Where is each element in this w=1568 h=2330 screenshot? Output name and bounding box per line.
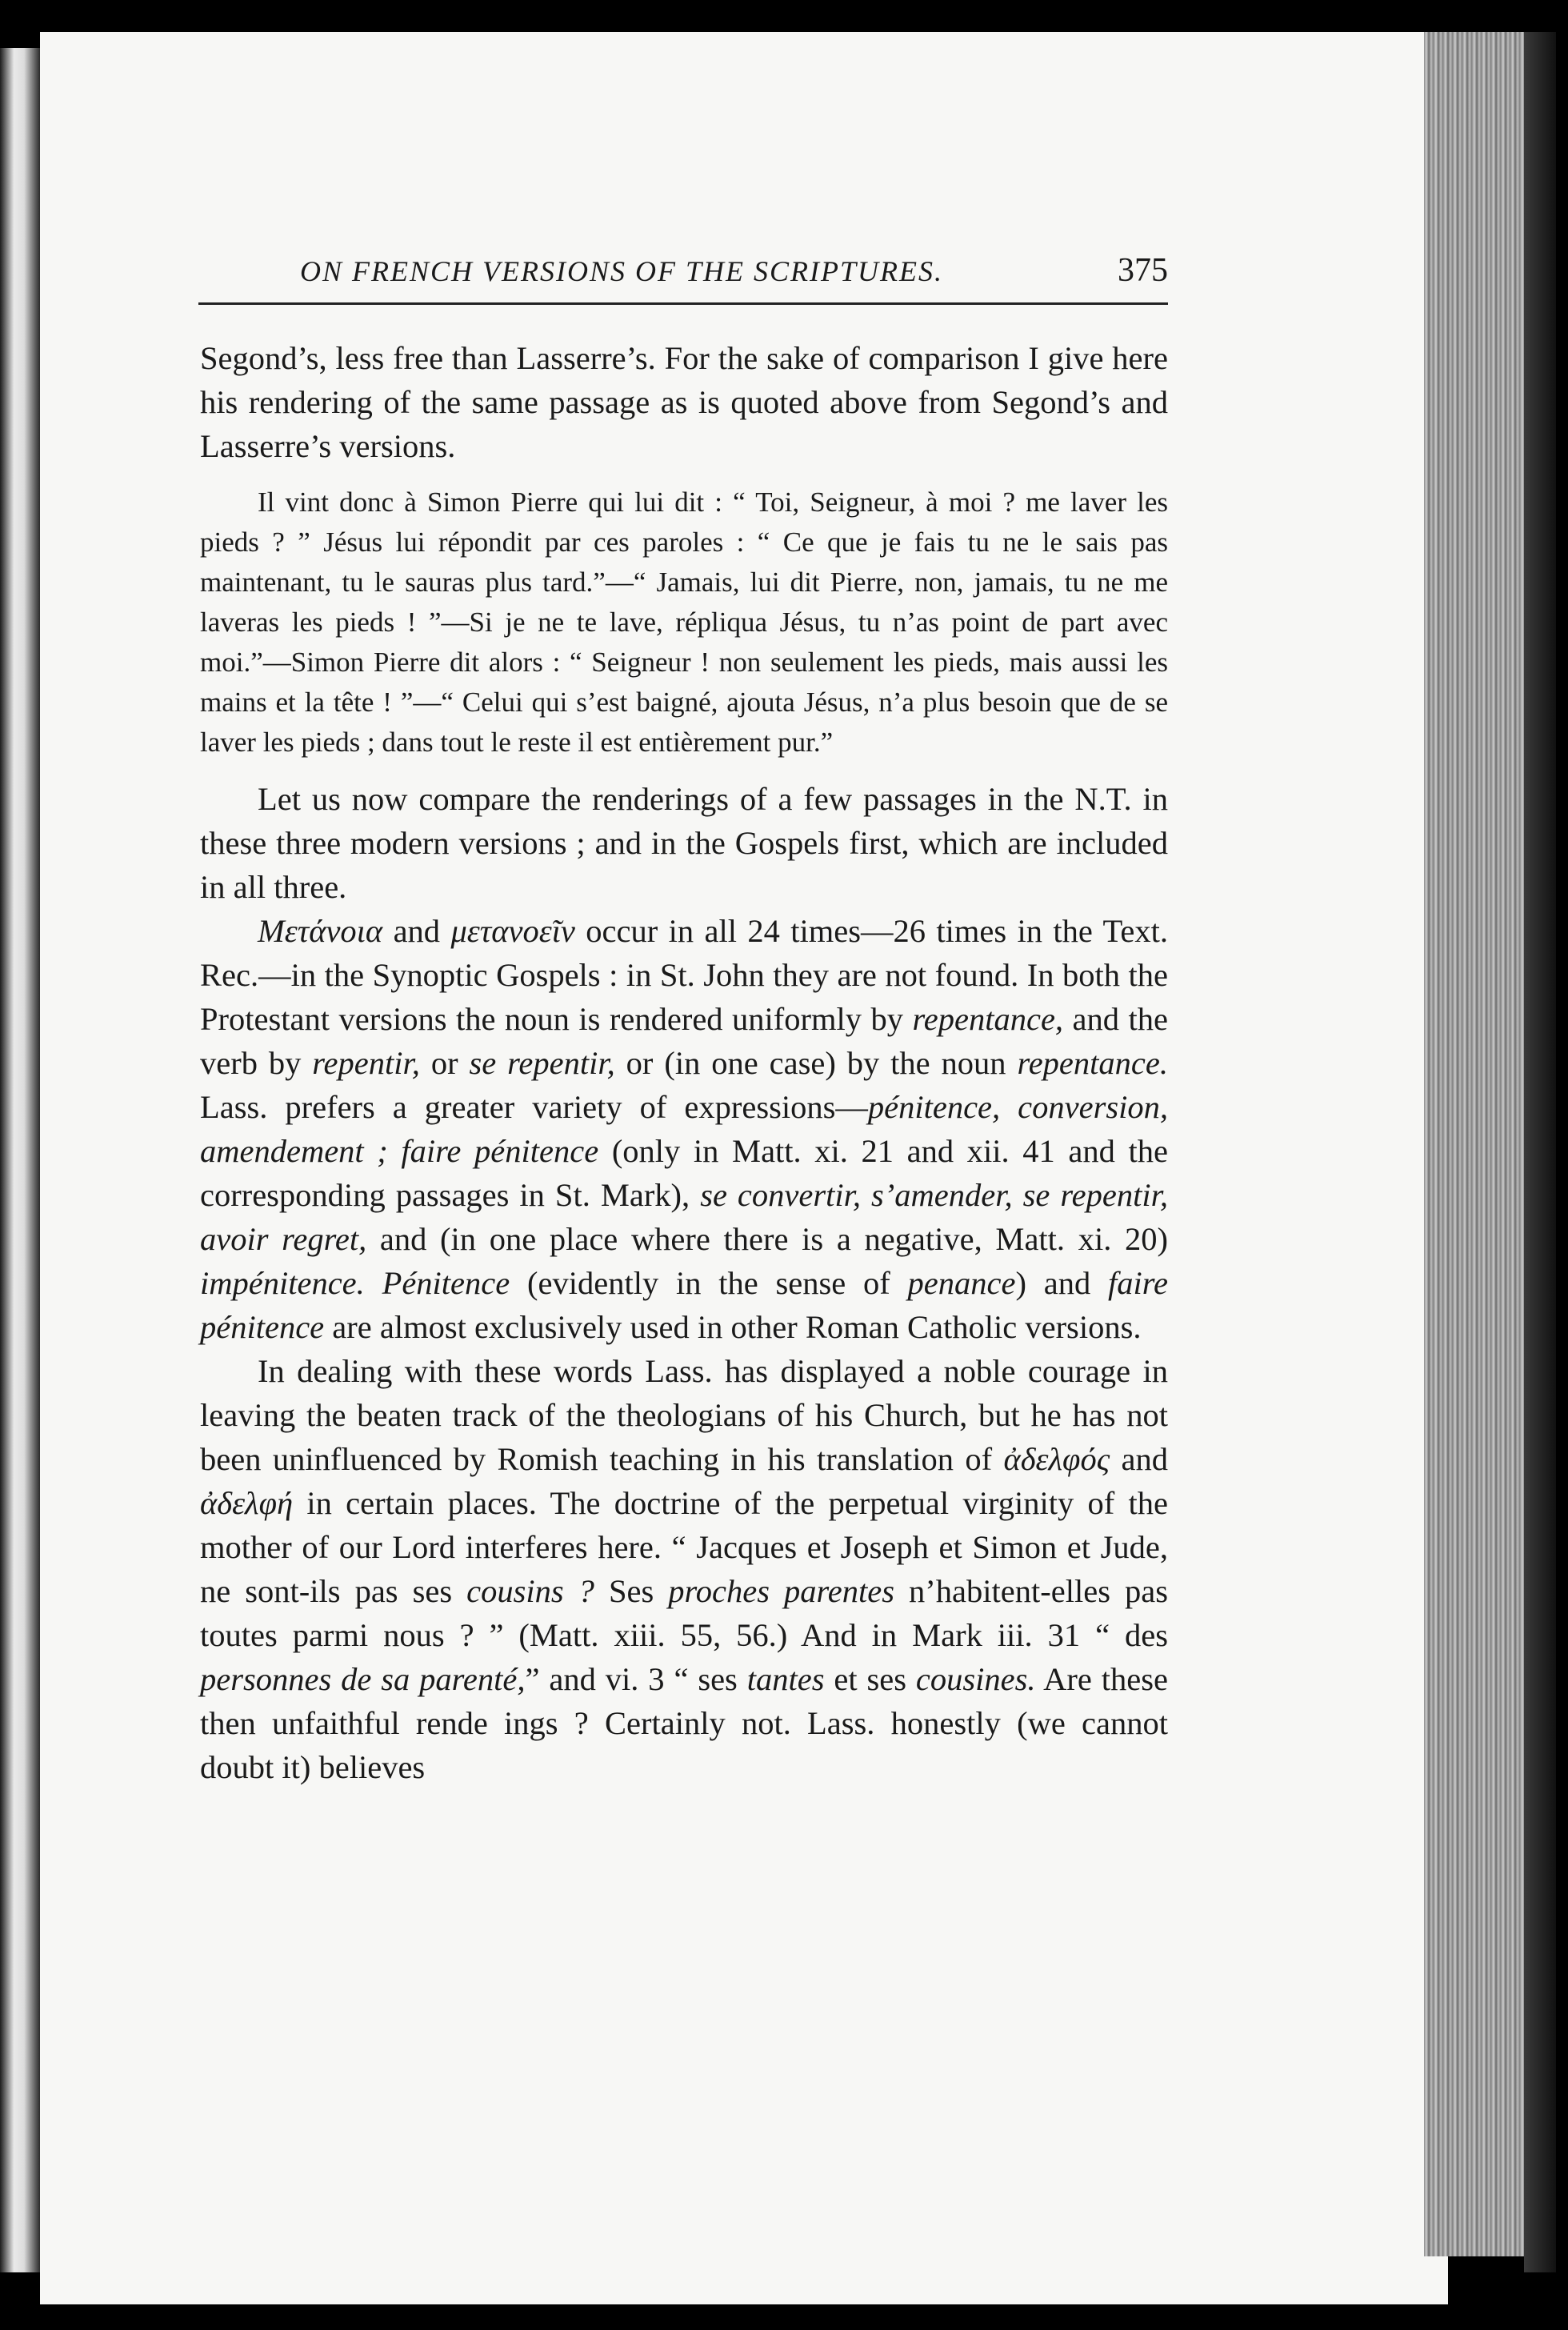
- text-span: In dealing with these words Lass. has displayed a noble courage in leaving the beaten track of the theologians of his Church, but he has not been uninfluenced by Romish teaching in his translation of: [200, 1353, 1168, 1477]
- italic-term: repentance,: [912, 1001, 1064, 1037]
- greek-term: ἀδελφή: [200, 1485, 294, 1521]
- text-span: are almost exclusively used in other Roman Catholic versions.: [324, 1309, 1142, 1345]
- left-page-edge: [0, 48, 40, 2272]
- italic-term: impénitence.: [200, 1265, 365, 1301]
- paragraph-3: [200, 909, 1168, 1349]
- italic-term: Pénitence: [382, 1265, 510, 1301]
- italic-term: tantes: [746, 1661, 825, 1697]
- paragraph-2: Let us now compare the renderings of a few passages in the N.T. in these three modern versions ; and in the Gospels first, which are included in all three.: [200, 781, 1168, 905]
- text-span: and: [1110, 1441, 1168, 1477]
- text-span: and: [382, 913, 451, 949]
- page-edges: [1424, 32, 1524, 2256]
- italic-term: cousins ?: [466, 1573, 594, 1609]
- italic-term: faire pénitence: [200, 1265, 1169, 1345]
- italic-term: se convertir, s’amender, se repentir, avoir regret,: [200, 1177, 1168, 1257]
- italic-term: repentir,: [312, 1045, 420, 1081]
- italic-term: repentance.: [1017, 1045, 1168, 1081]
- italic-term: proches parentes: [668, 1573, 895, 1609]
- text-span: and (in one place where there is a negative, Matt. xi. 20): [366, 1221, 1168, 1257]
- text-span: (evidently in the sense of: [510, 1265, 908, 1301]
- text-span: ) and: [1015, 1265, 1109, 1301]
- italic-term: cousines.: [915, 1661, 1036, 1697]
- book-binding: [1524, 32, 1556, 2272]
- text-span: in certain places. The doctrine of the perpetual virginity of the mother of our Lord interferes here. “ Jacques et Joseph et Simon et Jude, ne sont-ils pas ses: [200, 1485, 1168, 1609]
- paragraph-4: [200, 1349, 1168, 1789]
- italic-term: pénitence, conversion, amendement ; faire pénitence: [200, 1089, 1168, 1169]
- italic-term: penance: [907, 1265, 1016, 1301]
- italic-term: personnes de sa parenté,: [200, 1661, 526, 1697]
- header-rule: [198, 302, 1168, 305]
- paragraph-1: Segond’s, less free than Lasserre’s. For the sake of comparison I give here his rendering of the same passage as is quoted above from Segond’s and Lasserre’s versions.: [200, 340, 1168, 464]
- text-span: Lass. prefers a greater variety of expressions—: [200, 1089, 868, 1125]
- greek-term: μετανοεῖν: [450, 913, 575, 949]
- text-span: or: [419, 1045, 470, 1081]
- text-span: and the verb by: [200, 1001, 1168, 1081]
- text-span: occur in all 24 times—26 times in the Text. Rec.—in the Synoptic Gospels : in St. John they are not found. In both the Protestant versions the noun is rendered uniformly by: [200, 913, 1169, 1037]
- running-title: ON FRENCH VERSIONS OF THE SCRIPTURES.: [300, 255, 943, 287]
- text-span: [365, 1265, 382, 1301]
- greek-term: Μετάνοια: [258, 913, 383, 949]
- text-span: n’habitent-elles pas toutes parmi nous ? ” (Matt. xiii. 55, 56.) And in Mark iii. 31 “ des: [200, 1573, 1168, 1653]
- page-header: [200, 254, 1168, 302]
- block-quote: Il vint donc à Simon Pierre qui lui dit : “ Toi, Seigneur, à moi ? me laver les pieds ? ” Jésus lui répondit par ces paroles : “ Ce que je fais tu ne le sais pas maintenant, tu le sauras plus tard.”—“ Jamais, lui dit Pierre, non, jamais, tu ne me laveras les pieds ! ”—Si je ne te lave, répliqua Jésus, tu n’as point de part avec moi.”—Simon Pierre dit alors : “ Seigneur ! non seulement les pieds, mais aussi les mains et la tête ! ”—“ Celui qui s’est baigné, ajouta Jésus, n’a plus besoin que de se laver les pieds ; dans tout le reste il est entièrement pur.”: [200, 486, 1168, 758]
- text-span: (only in Matt. xi. 21 and xii. 41 and the corresponding passages in St. Mark),: [200, 1133, 1168, 1213]
- greek-term: ἀδελφός: [1003, 1441, 1110, 1477]
- text-span: ” and vi. 3 “ ses: [525, 1661, 747, 1697]
- italic-term: se repentir,: [469, 1045, 615, 1081]
- text-span: Ses: [594, 1573, 669, 1609]
- text-span: et ses: [824, 1661, 916, 1697]
- page-number: 375: [1118, 252, 1168, 289]
- text-span: or (in one case) by the noun: [614, 1045, 1018, 1081]
- text-span: Are these then unfaithful rende ings ? Certainly not. Lass. honestly (we cannot doubt it) believes: [200, 1661, 1168, 1785]
- body-text: [200, 336, 1168, 1789]
